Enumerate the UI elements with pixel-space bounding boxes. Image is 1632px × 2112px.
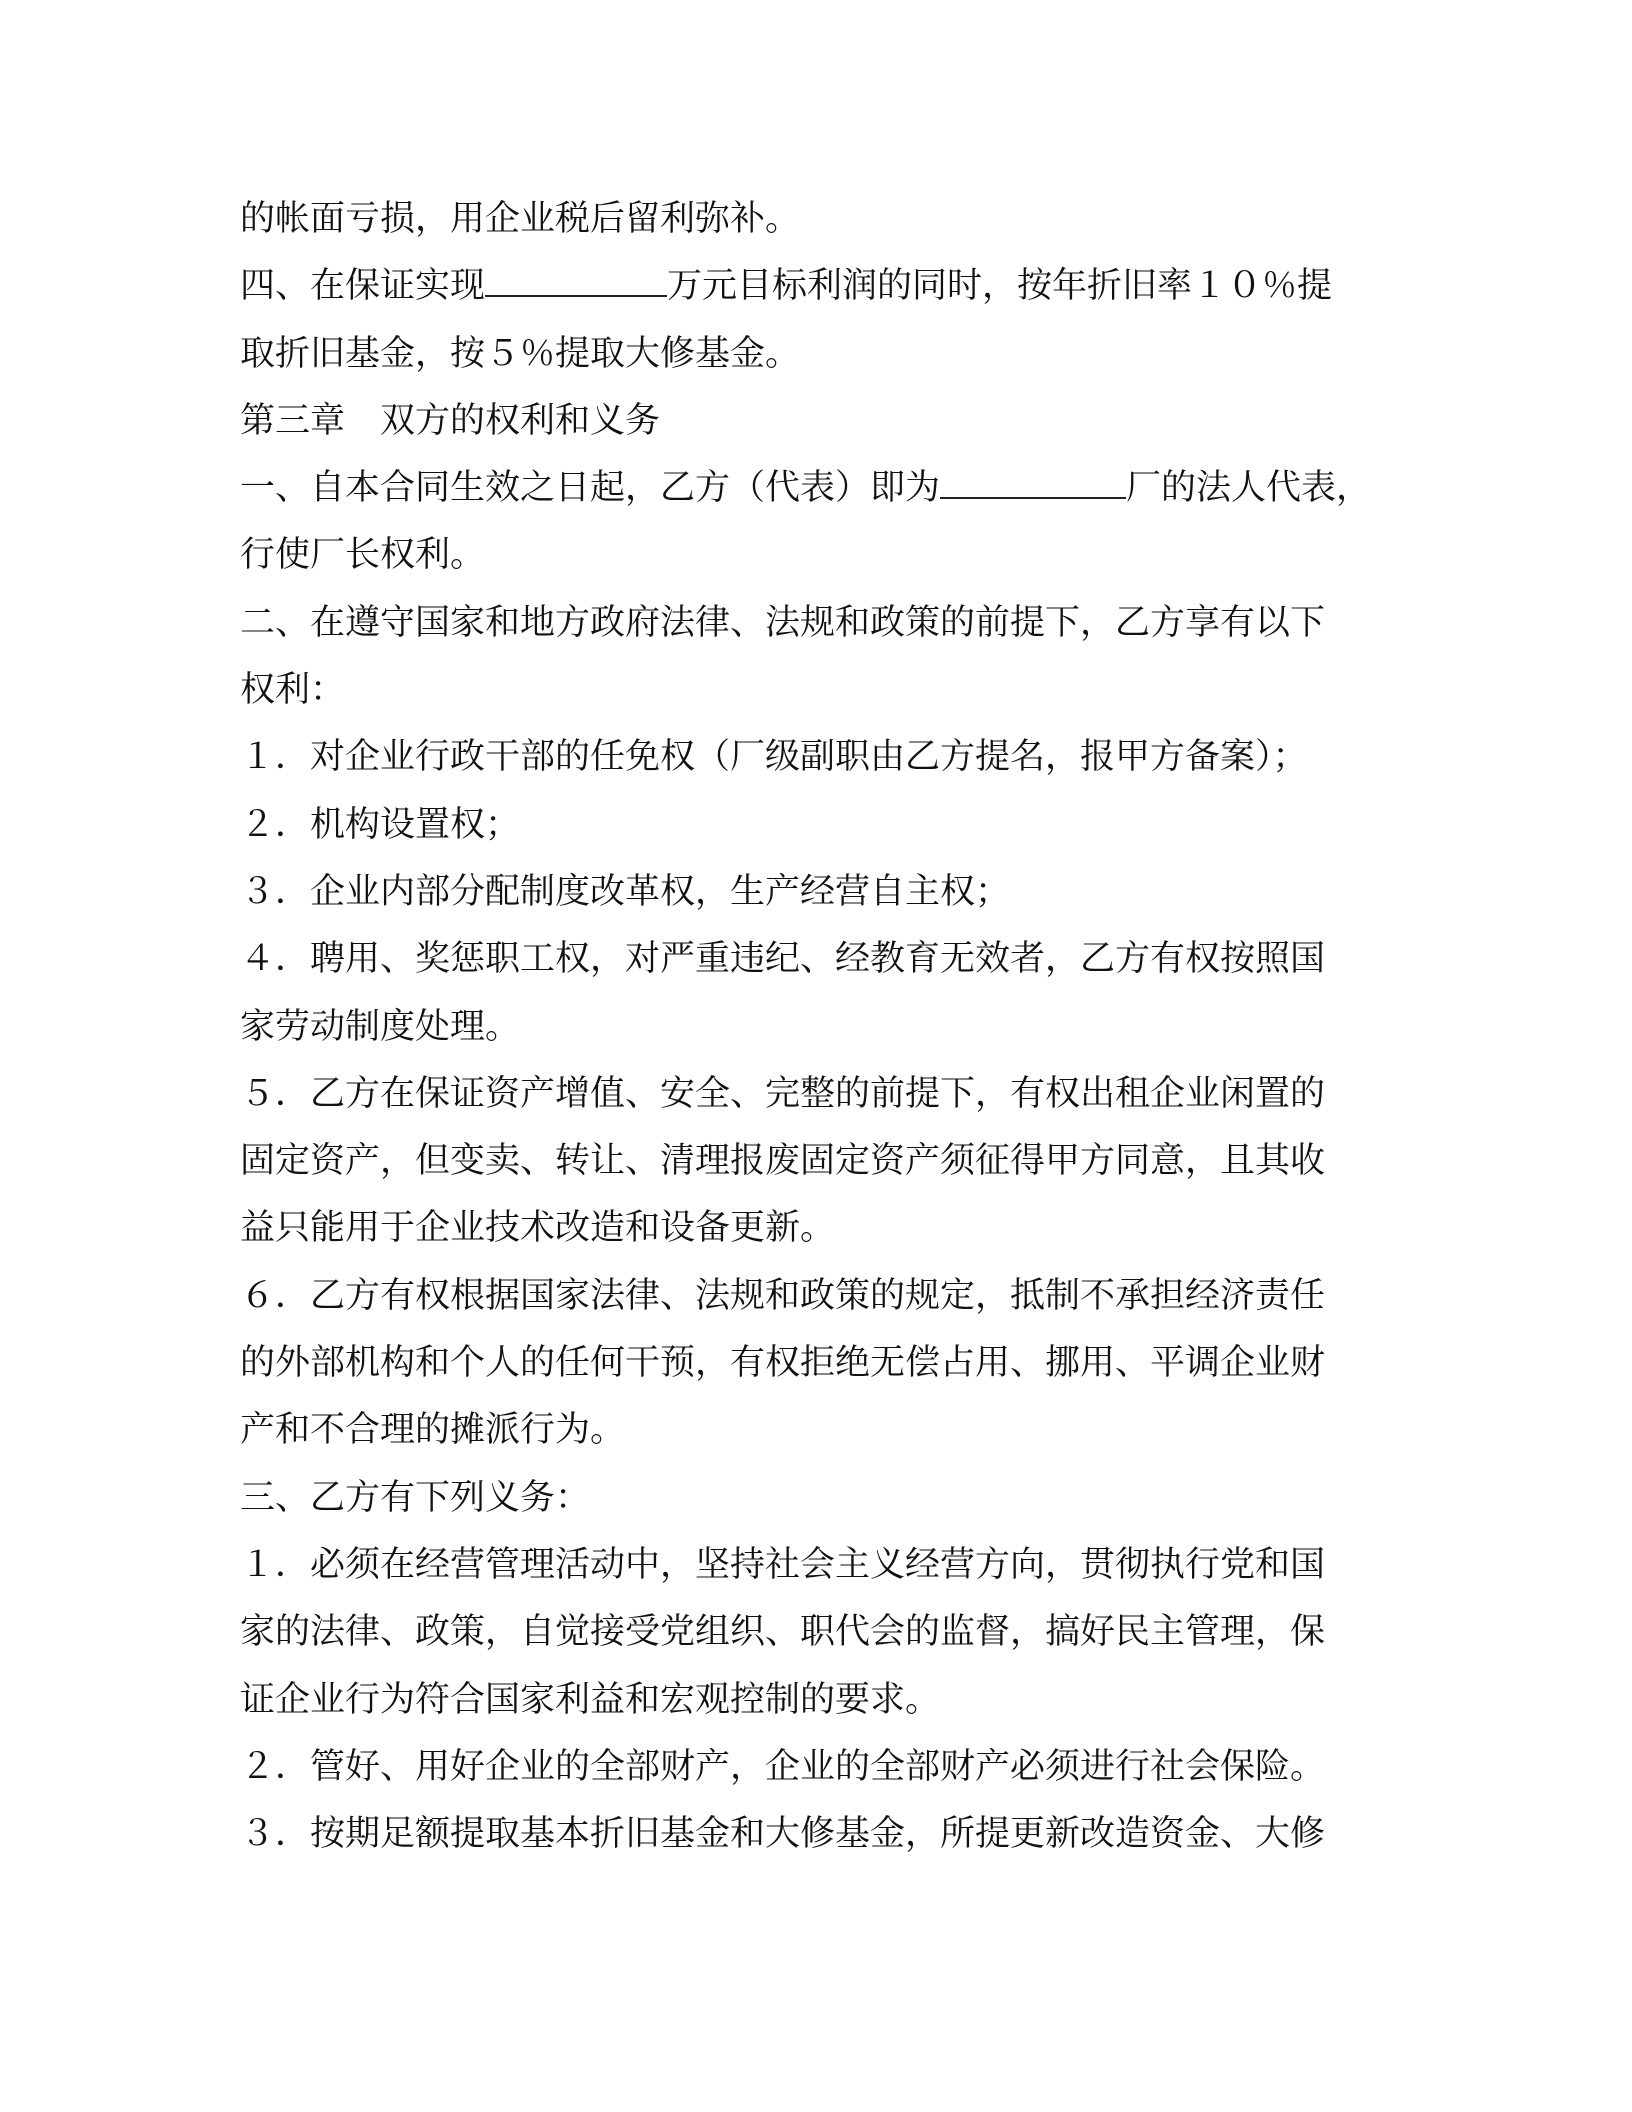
text-line-20: 三、乙方有下列义务： (240, 1477, 591, 1518)
text-line-9: １．对企业行政干部的任免权（厂级副职由乙方提名，报甲方备案）； (240, 737, 1308, 778)
text-line-12: ４．聘用、奖惩职工权，对严重违纪、经教育无效者，乙方有权按照国 (240, 939, 1326, 980)
text-line-3: 取折旧基金，按５％提取大修基金。 (240, 333, 801, 374)
text-line-21: １．必须在经营管理活动中，坚持社会主义经营方向，贯彻执行党和国 (240, 1544, 1326, 1585)
contract-body (240, 186, 1390, 1868)
text-line-15: 固定资产，但变卖、转让、清理报废固定资产须征得甲方同意，且其收 (240, 1141, 1326, 1182)
text-line-25: ３．按期足额提取基本折旧基金和大修基金，所提更新改造资金、大修 (240, 1814, 1326, 1855)
text-line-13: 家劳动制度处理。 (240, 1006, 521, 1047)
text-line-10: ２．机构设置权； (240, 804, 521, 845)
text-line-18: 的外部机构和个人的任何干预，有权拒绝无偿占用、挪用、平调企业财 (240, 1343, 1326, 1384)
text-line-8: 权利： (240, 670, 346, 711)
text-line-7: 二、在遵守国家和地方政府法律、法规和政策的前提下，乙方享有以下 (240, 602, 1326, 643)
text-line-24: ２．管好、用好企业的全部财产，企业的全部财产必须进行社会保险。 (240, 1746, 1326, 1787)
text-segment: 一、自本合同生效之日起，乙方（代表）即为 (240, 468, 941, 509)
text-segment: 厂的法人代表， (1126, 468, 1372, 509)
text-line-16: 益只能用于企业技术改造和设备更新。 (240, 1208, 836, 1249)
text-line-23: 证企业行为符合国家利益和宏观控制的要求。 (240, 1679, 941, 1720)
text-line-6: 行使厂长权利。 (240, 535, 486, 576)
fill-in-blank-profit (485, 260, 667, 297)
fill-in-blank-factory (940, 462, 1126, 499)
text-segment: 四、在保证实现 (240, 266, 486, 307)
text-line-17: ６．乙方有权根据国家法律、法规和政策的规定，抵制不承担经济责任 (240, 1275, 1326, 1316)
text-line-22: 家的法律、政策，自觉接受党组织、职代会的监督，搞好民主管理，保 (240, 1612, 1326, 1653)
text-line-14: ５．乙方在保证资产增值、安全、完整的前提下，有权出租企业闲置的 (240, 1073, 1326, 1114)
text-line-2 (240, 253, 1390, 320)
text-line-5 (240, 455, 1390, 522)
chapter-heading: 第三章 双方的权利和义务 (240, 400, 661, 441)
text-line-1: 的帐面亏损，用企业税后留利弥补。 (240, 199, 801, 239)
text-segment: 万元目标利润的同时，按年折旧率１０％提 (667, 266, 1333, 307)
text-line-19: 产和不合理的摊派行为。 (240, 1410, 626, 1451)
text-line-11: ３．企业内部分配制度改革权，生产经营自主权； (240, 871, 1011, 912)
